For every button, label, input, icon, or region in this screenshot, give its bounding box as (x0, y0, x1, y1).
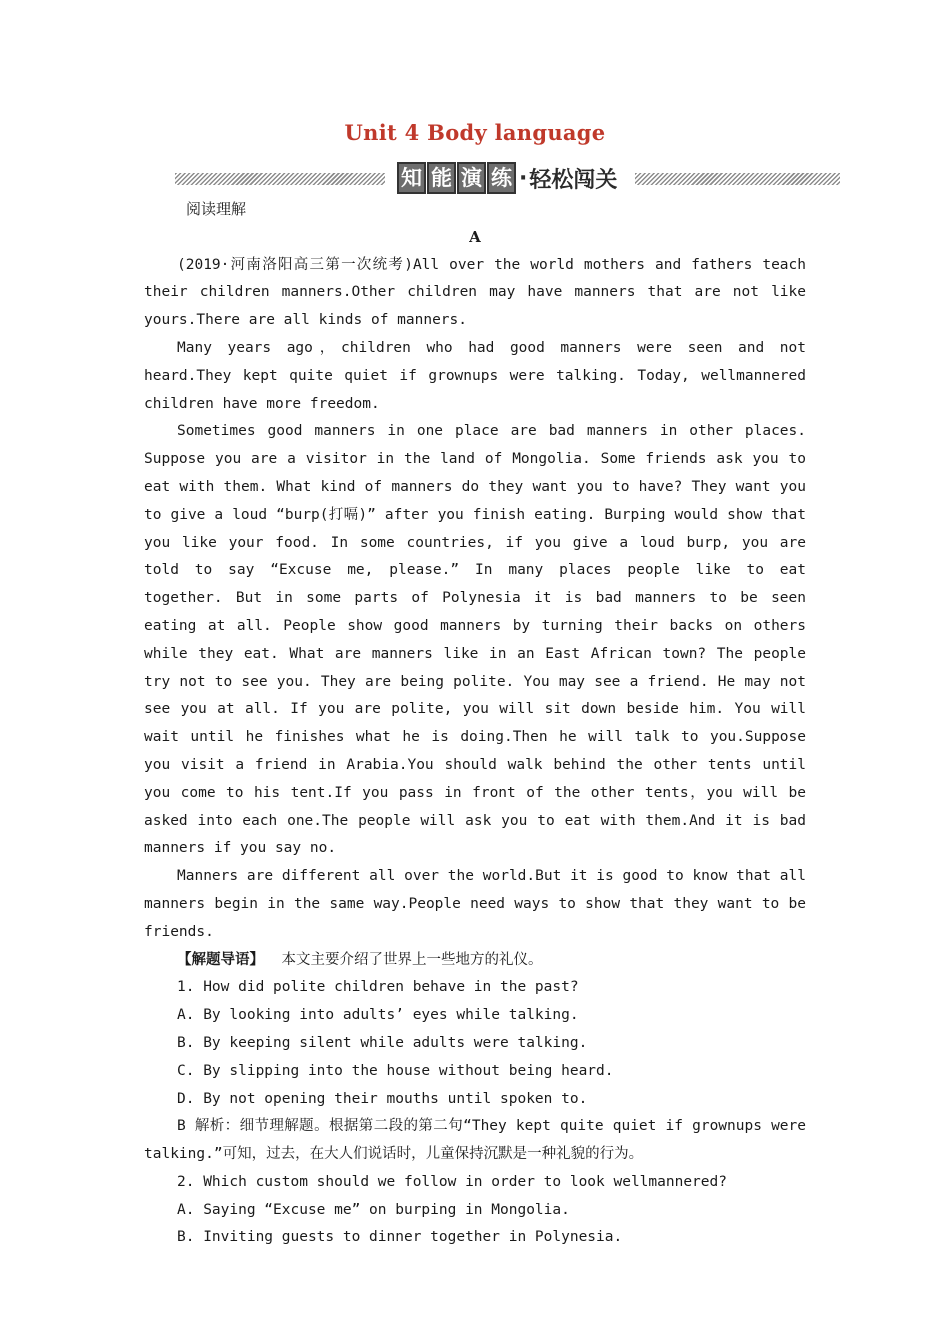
banner-text (397, 161, 617, 195)
guide-text: 本文主要介绍了世界上一些地方的礼仪。 (281, 951, 543, 968)
banner-separator: · (519, 165, 528, 191)
passage-paragraph: Sometimes good manners in one place are bad manners in other places. Suppose you are a visitor in the land of Mongolia. Some friends ask you to eat with them. What kind of manners do they want you to have? They want you to give a loud “burp(打嗝)” after you finish eating. Burping would show that you like your food. In some countries, if you give a loud burp, you are told to say “Excuse me, please.” In many places people like to eat together. But in some parts of Polynesia it is bad manners to be seen eating at all. People show good manners by turning their backs on others while they eat. What are manners like in an East African town? The people try not to see you. They are being polite. You may see a friend. He may not see you at all. If you are polite, you will sit down beside him. You will wait until he finishes what he is doing.Then he will talk to you.Suppose you visit a friend in Arabia.You should walk behind the other tents until you come to his tent.If you pass in front of the other tents，you will be asked into each one.The people will ask you to eat with them.And it is bad manners if you say no. (144, 423, 806, 857)
q1-option-b: B. By keeping silent while adults were talking. (177, 1034, 588, 1051)
q2-option-a: A. Saying “Excuse me” on burping in Mongolia. (177, 1201, 570, 1218)
unit-title: Unit 4 Body language (344, 120, 606, 145)
q1-option-a: A. By looking into adults’ eyes while talking. (177, 1007, 579, 1024)
passage-paragraph: Manners are different all over the world.But it is good to know that all manners begin in the same way.People need ways to show that they want to be friends. (144, 868, 806, 940)
q1-answer-explanation: B 解析：细节理解题。根据第二段的第二句“They kept quite quiet if grownups were talking.”可知，过去，在大人们说话时，儿童保持沉默是一种礼貌的行为。 (144, 1118, 806, 1163)
banner-subtitle: 轻松闯关 (529, 167, 618, 193)
guide (144, 947, 806, 975)
q1-option-c: C. By slipping into the house without being heard. (177, 1062, 614, 1079)
banner-chip: 练 (487, 162, 516, 194)
q1-option-d: D. By not opening their mouths until spoken to. (177, 1090, 588, 1107)
question-1: 1. How did polite children behave in the past? (177, 979, 579, 996)
section-banner (175, 161, 840, 195)
guide-label: 【解题导语】 (177, 951, 264, 968)
question-2: 2. Which custom should we follow in order to look wellmannered? (177, 1173, 727, 1190)
banner-hatch-right (635, 173, 840, 185)
passage-letter: A (469, 227, 481, 246)
passage-paragraph: Many years ago，children who had good manners were seen and not heard.They kept quite quiet if grownups were talking. Today, wellmannered children have more freedom. (144, 339, 806, 412)
main-content (144, 196, 806, 1252)
banner-chip: 能 (427, 162, 456, 194)
banner-chip: 演 (457, 162, 486, 194)
passage-paragraph: (2019·河南洛阳高三第一次统考)All over the world mothers and fathers teach their children manners.Other children may have manners that are not like yours.There are all kinds of manners. (144, 256, 806, 329)
q2-option-b: B. Inviting guests to dinner together in Polynesia. (177, 1229, 623, 1246)
banner-chip: 知 (397, 162, 426, 194)
banner-hatch-left (175, 173, 385, 185)
section-label: 阅读理解 (186, 200, 247, 218)
